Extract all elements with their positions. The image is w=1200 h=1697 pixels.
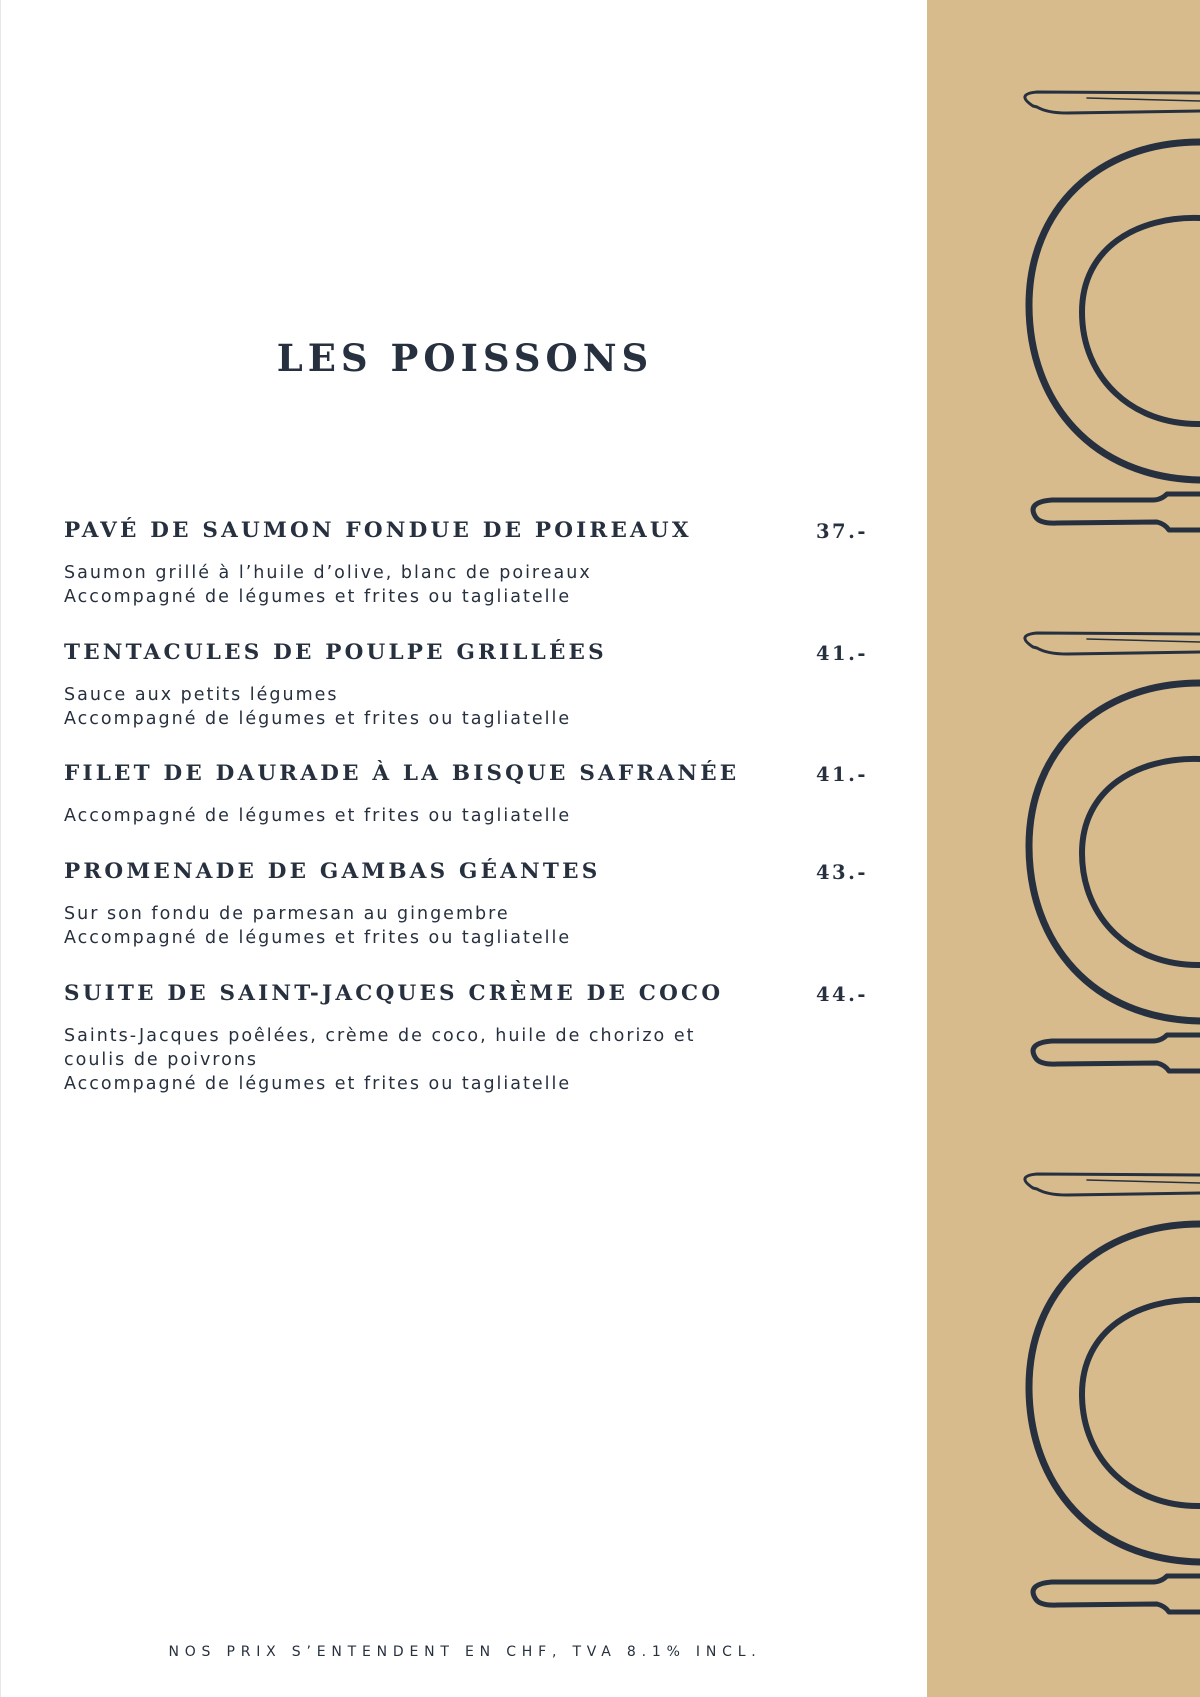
menu-item-header (64, 859, 868, 889)
menu-item (64, 761, 868, 828)
menu-item-header (64, 518, 868, 548)
dish-price: 41.- (815, 763, 868, 786)
tableware-illustration (927, 0, 1200, 1697)
dish-price: 41.- (815, 642, 868, 665)
menu-item (64, 859, 868, 950)
dish-description (64, 561, 764, 609)
dish-name: TENTACULES DE POULPE GRILLÉES (64, 640, 607, 665)
menu-item-header (64, 761, 868, 791)
dish-description-line: Sauce aux petits légumes (64, 685, 339, 705)
dish-price: 37.- (815, 520, 868, 543)
dish-description-line: Accompagné de légumes et frites ou tagliatelle (64, 587, 572, 607)
dish-description-line: Saumon grillé à l’huile d’olive, blanc de poireaux (64, 563, 592, 583)
knife-plate-fork-icon (1025, 1174, 1200, 1612)
page-title: LES POISSONS (276, 336, 654, 380)
dish-description-line: Accompagné de légumes et frites ou tagliatelle (64, 928, 572, 948)
dish-name: SUITE DE SAINT-JACQUES CRÈME DE COCO (64, 981, 724, 1006)
knife-plate-fork-icon (1025, 92, 1200, 530)
price-footnote: NOS PRIX S’ENTENDENT EN CHF, TVA 8.1% INCL. (168, 1644, 762, 1660)
dish-name: PROMENADE DE GAMBAS GÉANTES (64, 859, 601, 884)
menu-item (64, 518, 868, 609)
dish-name: PAVÉ DE SAUMON FONDUE DE POIREAUX (64, 518, 692, 543)
page-edge (0, 0, 1, 1697)
menu-item (64, 981, 868, 1096)
dish-description-line: Accompagné de légumes et frites ou tagliatelle (64, 709, 572, 729)
dish-price: 43.- (815, 861, 868, 884)
dish-description (64, 1024, 764, 1096)
menu-item-header (64, 981, 868, 1011)
dish-description (64, 902, 764, 950)
dish-name: FILET DE DAURADE À LA BISQUE SAFRANÉE (64, 761, 740, 786)
dish-description-line: Sur son fondu de parmesan au gingembre (64, 904, 510, 924)
menu-item-header (64, 640, 868, 670)
dish-description-line: Saints-Jacques poêlées, crème de coco, huile de chorizo et (64, 1026, 696, 1046)
dish-description-line: Accompagné de légumes et frites ou tagliatelle (64, 1074, 572, 1094)
dish-description-line: coulis de poivrons (64, 1050, 259, 1070)
dish-description (64, 683, 764, 731)
menu-item (64, 640, 868, 731)
knife-plate-fork-icon (1025, 633, 1200, 1071)
decorative-side-panel (927, 0, 1200, 1697)
dish-description-line: Accompagné de légumes et frites ou tagliatelle (64, 806, 572, 826)
dish-description (64, 804, 764, 828)
dish-price: 44.- (815, 983, 868, 1006)
